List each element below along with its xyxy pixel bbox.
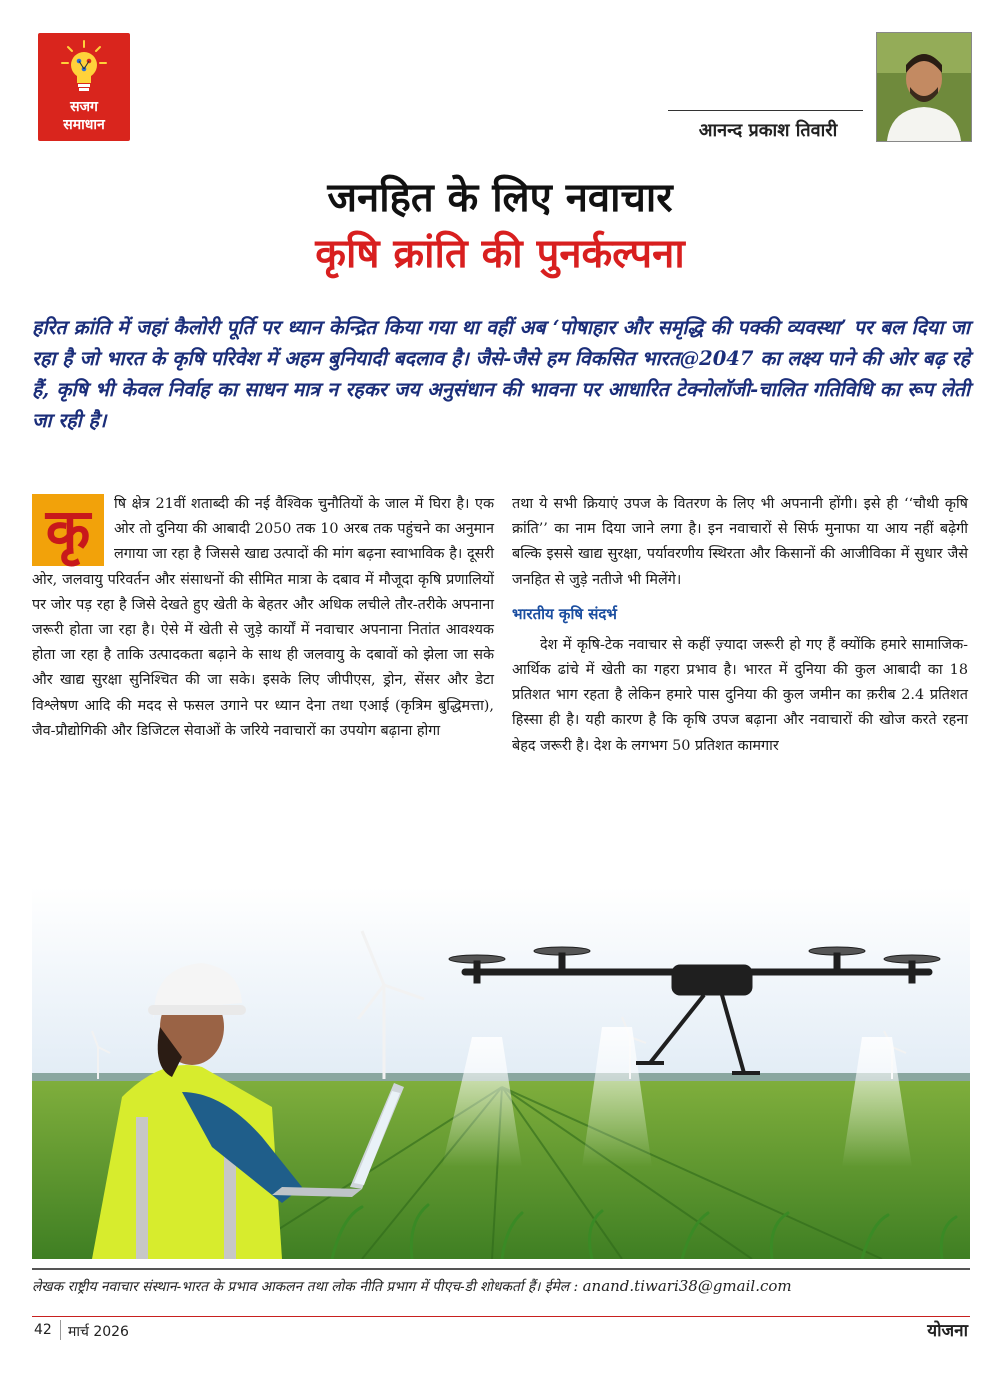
author-email: anand.tiwari38@gmail.com — [582, 1277, 792, 1295]
article-photo — [32, 887, 970, 1259]
dropcap: कृ — [32, 494, 104, 566]
badge-label-line2: समाधान — [63, 117, 105, 133]
subheadline: कृषि क्रांति की पुनर्कल्पना — [315, 231, 685, 277]
page-number: 42 — [34, 1322, 52, 1338]
section-subheading: भारतीय कृषि संदर्भ — [512, 604, 617, 623]
section-badge — [38, 33, 130, 141]
magazine-name: योजना — [927, 1321, 968, 1341]
footer-rule — [32, 1316, 970, 1317]
issue-date: मार्च 2026 — [68, 1324, 129, 1340]
author-rule — [668, 110, 863, 111]
body-paragraph: देश में कृषि-टेक नवाचार से कहीं ज़्यादा जरूरी हो गए हैं क्योंकि हमारे सामाजिक-आर्थिक ढांचे में खेती का गहरा प्रभाव है। भारत में दुनिया की कुल आबादी का 18 प्रतिशत भाग रहता है लेकिन हमारे पास दुनिया की कुल जमीन का क़रीब 2.4 प्रतिशत हिस्सा ही है। यही कारण है कि कृषि उपज बढ़ाना और नवाचारों की खोज करते रहना बेहद जरूरी है। देश के लगभग 50 प्रतिशत कामगार — [512, 636, 968, 754]
lightbulb-icon — [60, 39, 108, 97]
headline: जनहित के लिए नवाचार — [327, 175, 673, 221]
author-bio — [32, 1276, 970, 1297]
author-bio-text: लेखक राष्ट्रीय नवाचार संस्थान-भारत के प्रभाव आकलन तथा लोक नीति प्रभाग में पीएच-डी शोधकर्ता हैं। ईमेल : — [32, 1279, 583, 1295]
body-paragraph: तथा ये सभी क्रियाएं उपज के वितरण के लिए भी अपनानी होंगी। इसे ही ‘‘चौथी कृषि क्रांति’’ का नाम दिया जाने लगा है। इन नवाचारों से सिर्फ मुनाफा या आय नहीं बढ़ेगी बल्कि इससे खाद्य सुरक्षा, पर्यावरणीय स्थिरता और किसानों की आजीविका में सुधार जैसे जनहित से जुड़े नतीजे भी मिलेंगे। — [512, 496, 968, 588]
standfirst: हरित क्रांति में जहां कैलोरी पूर्ति पर ध्यान केन्द्रित किया गया था वहीं अब ‘पोषाहार और समृद्धि की पक्की व्यवस्था’ पर बल दिया जा रहा है जो भारत के कृषि परिवेश में अहम बुनियादी बदलाव है। जैसे-जैसे हम विकसित भारत@2047 का लक्ष्य पाने की ओर बढ़ रहे हैं, कृषि भी केवल निर्वाह का साधन मात्र न रहकर जय अनुसंधान की भावना पर आधारित टेक्नोलॉजी-चालित गतिविधि का रूप लेती जा रही है। — [32, 316, 970, 432]
bio-rule — [32, 1268, 970, 1270]
body-column-left — [32, 492, 494, 744]
body-column-right — [512, 492, 968, 759]
body-paragraph: षि क्षेत्र 21वीं शताब्दी की नई वैश्विक चुनौतियों के जाल में घिरा है। एक ओर तो दुनिया की आबादी 2050 तक 10 अरब तक पहुंचने का अनुमान लगाया जा रहा है जिससे खाद्य उत्पादों की मांग बढ़ना स्वाभाविक है। दूसरी ओर, जलवायु परिवर्तन और संसाधनों की सीमित मात्रा के दबाव में मौजूदा कृषि प्रणालियों पर जोर पड़ रहा है जिसे देखते हुए खेती के बेहतर और अधिक लचीले तौर-तरीके अपनाना जरूरी होता जा रहा है। ऐसे में खेती से जुड़े कार्यों में नवाचार अपनाना नितांत आवश्यक होता जा रहा है ताकि उत्पादकता बढ़ाने के साथ ही जलवायु के दबावों को झेला जा सके और खाद्य सुरक्षा सुनिश्चित की जा सके। इसके लिए जीपीएस, ड्रोन, सेंसर और डेटा विश्लेषण आदि की मदद से फसल उगाने पर ध्यान देना तथा एआई (कृत्रिम बुद्धिमत्ता), जैव-प्रौद्योगिकी और डिजिटल सेवाओं के जरिये नवाचारों का उपयोग बढ़ाना होगा — [32, 496, 494, 739]
footer-separator — [60, 1320, 61, 1340]
badge-label-line1: सजग — [70, 99, 98, 115]
author-photo — [876, 32, 972, 142]
author-name: आनन्द प्रकाश तिवारी — [698, 120, 838, 141]
